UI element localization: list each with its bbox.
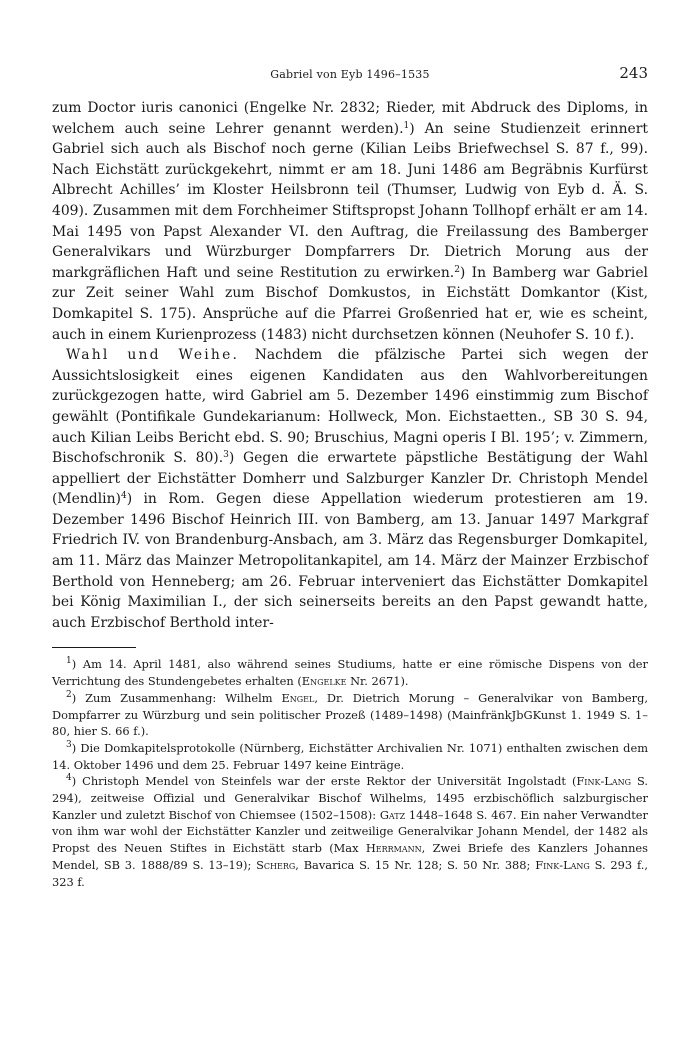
text-run: , Zwei Briefe des Kanzlers Johannes Mendel, SB 3. 1888/89 S. 13–19); [52, 841, 649, 872]
author-name: Engelke [301, 674, 347, 689]
author-name: Herrmann [365, 841, 422, 856]
footnotes [52, 656, 648, 890]
text-run: ) Christoph Mendel von Steinfels war der erste Rektor der Universität Ingolstadt ( [71, 774, 577, 789]
author-name: Fink-Lang [535, 857, 590, 872]
footnote-ref-2: 2 [454, 264, 460, 275]
text-run: Nachdem die pfälzische Partei sich wegen der Aussichtslosigkeit eines eigenen Kandidaten aus den Wahlvorbereitungen zurückgezogen hatte, wird Gabriel am 5. Dezember 1496 einstimmig zum Bischof gewählt (Pontifikale Gundekarianum: Hollweck, Mon. Eichstaetten., SB 30 S. 94, auch Kilian Leibs Bericht ebd. S. 90; Bruschius, Magni operis I Bl. 195’; v. Zimmern, Bischofschronik S. 80). [52, 347, 648, 467]
text-run: ) in Rom. Gegen diese Appellation wiederum protestieren am 19. Dezember 1496 Bischof Heinrich III. von Bamberg, am 13. Januar 1497 Markgraf Friedrich IV. von Brandenburg-Ansbach, am 3. März das Regensburger Domkapitel, am 11. März das Mainzer Metropolitankapitel, am 14. März der Mainzer Erzbischof Berthold von Henneberg; am 26. Februar interveniert das Eichstätter Domkapitel bei König Maximilian I., der sich seinerseits bereits an den Papst gewandt hatte, auch Erzbischof Berthold inter- [52, 491, 648, 631]
footnote-3 [52, 740, 648, 773]
footnote-4 [52, 773, 648, 890]
running-head [52, 64, 648, 88]
footnote-ref-4: 4 [120, 491, 127, 502]
text-run: ) In Bamberg war Gabriel zur Zeit seiner Wahl zum Bischof Domkustos, in Eichstätt Domkantor (Kist, Domkapitel S. 175). Ansprüche auf die Pfarrei Großenried hat er, wie es scheint, auch in einem Kurienprozess (1483) nicht durchsetzen können (Neuhofer S. 10 f.). [52, 264, 648, 343]
author-name: Scherg [256, 857, 296, 872]
footnote-mark: 2 [66, 689, 72, 700]
text-run: ) Gegen die erwartete päpstliche Bestätigung der Wahl appelliert der Eichstätter Domherr und Salzburger Kanzler Dr. Christoph Mendel (Mendlin) [52, 450, 648, 508]
footnote-rule [52, 647, 136, 648]
text-run: Nr. 2671). [346, 674, 409, 689]
paragraph-election [52, 345, 648, 633]
footnote-ref-1: 1 [403, 120, 410, 131]
text-run: S. 294), zeitweise Offizial und Generalvikar Bischof Wilhelms, 1495 erzbischöflich salzburgischer Kanzler und zuletzt Bischof von Chiemsee (1502–1508): [52, 774, 648, 822]
running-title: Gabriel von Eyb 1496–1535 [270, 68, 430, 81]
footnote-1 [52, 656, 648, 689]
book-page [52, 64, 648, 890]
footnote-mark: 3 [66, 739, 72, 750]
footnote-mark: 4 [66, 773, 72, 784]
text-run: ) Die Domkapitelsprotokolle (Nürnberg, Eichstätter Archivalien Nr. 1071) enthalten zwischen dem 14. Oktober 1496 und dem 25. Februar 1497 keine Einträge. [52, 740, 648, 772]
text-run: ) Am 14. April 1481, also während seines Studiums, hatte er eine römische Dispens von der Verrichtung des Stundengebetes erhalten ( [52, 657, 648, 689]
main-text [52, 98, 648, 633]
author-name: Engel [281, 690, 315, 705]
page-number: 243 [619, 64, 648, 82]
footnote-mark: 1 [66, 656, 72, 667]
author-name: Fink-Lang [576, 774, 632, 789]
author-name: Gatz [379, 807, 406, 822]
text-run: 1448–1648 S. 467. Ein naher Verwandter von ihm war wohl der Eichstätter Kanzler und zeitweilige Generalvikar Johann Mendel, der 1482 als Propst des Neuen Stiftes in Eichstätt starb (Max [52, 807, 648, 856]
text-run: zum Doctor iuris canonici (Engelke Nr. 2832; Rieder, mit Abdruck des Diploms, in welchem auch seine Lehrer genannt werden). [52, 100, 648, 137]
text-run: , Bavarica S. 15 Nr. 128; S. 50 Nr. 388; [295, 857, 536, 872]
section-heading: Wahl und Weihe. [66, 347, 240, 364]
footnote-ref-3: 3 [223, 450, 229, 461]
text-run: , Dr. Dietrich Morung – Generalvikar von Bamberg, Dompfarrer zu Würzburg und sein politischer Prozeß (1489–1498) (MainfränkJbGKunst 1. 1949 S. 1–80, hier S. 66 f.). [52, 690, 648, 739]
footnote-2 [52, 690, 648, 740]
paragraph-studies [52, 98, 648, 345]
text-run: ) Zum Zusammenhang: Wilhelm [71, 690, 282, 705]
text-run: S. 293 f., 323 f. [52, 857, 648, 889]
text-run: ) An seine Studienzeit erinnert Gabriel sich auch als Bischof noch gerne (Kilian Leibs Briefwechsel S. 87 f., 99). Nach Eichstätt zurückgekehrt, nimmt er am 18. Juni 1486 am Begräbnis Kurfürst Albrecht Achilles’ im Kloster Heilsbronn teil (Thumser, Ludwig von Eyb d. Ä. S. 409). Zusammen mit dem Forchheimer Stiftspropst Johann Tollhopf erhält er am 14. Mai 1495 von Papst Alexander VI. den Auftrag, die Freilassung des Bamberger Generalvikars und Würzburger Dompfarrers Dr. Dietrich Morung aus der markgräflichen Haft und seine Restitution zu erwirken. [52, 120, 648, 281]
